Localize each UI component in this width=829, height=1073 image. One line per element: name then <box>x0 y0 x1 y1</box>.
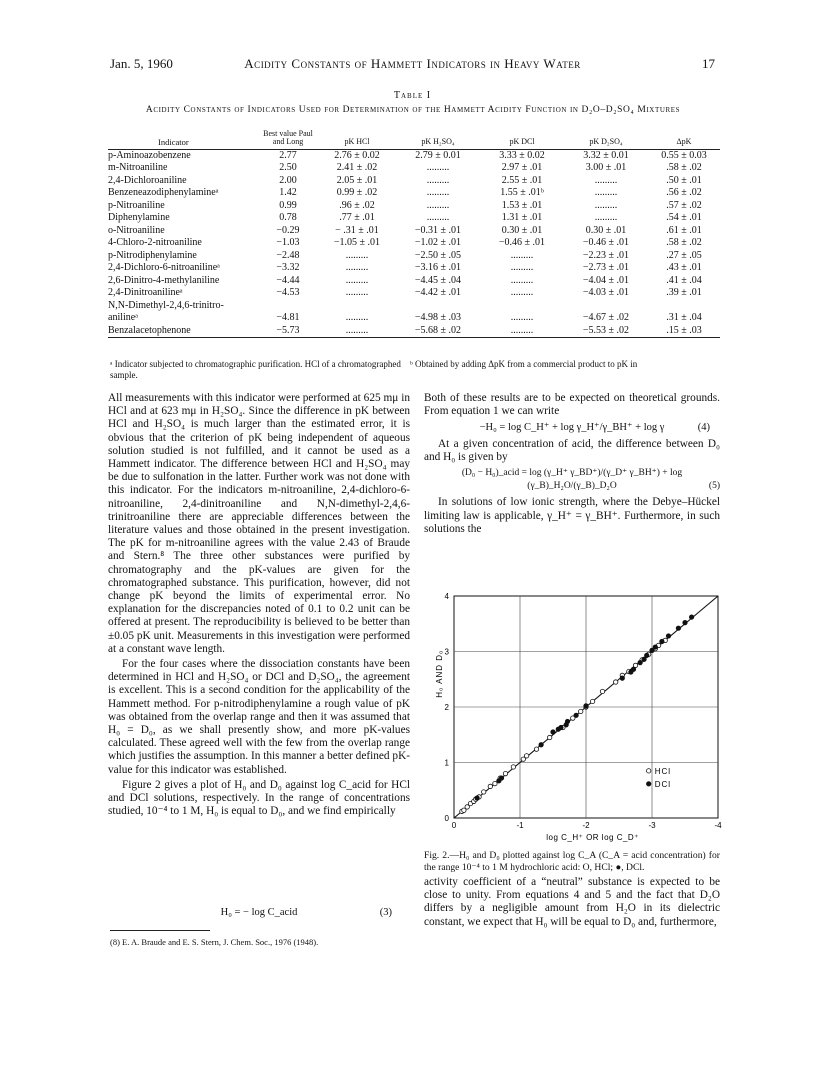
dcl-point <box>683 620 687 624</box>
column-header: Best value Paul and Long <box>258 130 318 150</box>
table-row <box>108 200 720 213</box>
table-label: Table I <box>393 90 432 101</box>
table-row <box>108 212 720 225</box>
table-cell: .15 ± .03 <box>648 325 720 338</box>
table-cell <box>648 300 720 313</box>
table-row <box>108 150 720 163</box>
y-tick-label: 1 <box>444 758 449 768</box>
hcl-point <box>614 680 618 684</box>
table-cell: −4.45 ± .04 <box>414 274 462 286</box>
column-header: pK D₂SO₄ <box>564 130 648 150</box>
dcl-point <box>551 730 555 734</box>
indicator-name: 2,4-Dichloroaniline <box>108 174 187 186</box>
table-cell: 3.00 ± .01 <box>585 162 627 174</box>
table-row <box>108 237 720 250</box>
dcl-point <box>660 639 664 643</box>
table-cell: .50 ± .01 <box>666 174 702 186</box>
hcl-point <box>600 689 604 693</box>
table-cell <box>318 300 396 313</box>
paragraph: Both of these results are to be expected on theoretical grounds. From equation 1 we can write <box>424 392 720 418</box>
indicator-name: 2,4-Dinitroanilineᵃ <box>108 287 183 299</box>
right-column-top <box>424 392 720 538</box>
running-title: Acidity Constants of Hammett Indicators in Heavy Water <box>244 56 581 71</box>
table-cell: .41 ± .04 <box>666 274 702 286</box>
table-cell: ......... <box>426 212 450 224</box>
y-tick-label: 3 <box>444 647 449 657</box>
table-cell: −2.48 <box>276 249 300 261</box>
equation-3 <box>108 907 410 918</box>
table-cell: 0.99 ± .02 <box>336 187 378 199</box>
table-cell: .56 ± .02 <box>666 187 702 199</box>
right-column-bottom <box>424 876 720 931</box>
table-row <box>108 287 720 300</box>
table-cell: ......... <box>426 162 450 174</box>
table-cell: ......... <box>594 212 618 224</box>
column-header: pK H₂SO₄ <box>396 130 480 150</box>
indicator-name: p-Aminoazobenzene <box>108 150 191 161</box>
table-row <box>108 162 720 175</box>
table-cell: −1.03 <box>276 237 300 249</box>
table-cell: −0.29 <box>276 224 300 236</box>
paragraph: All measurements with this indicator were performed at 625 mμ in HCl and at 623 mμ in H₂SO₄. Since the difference in pK between HCl and H₂SO₄ is much larger than the estimated error, it is obvious that the criterion of pK being independent of aqueous solution studied is not fulfilled, and it cannot be used as a Hammett indicator. The difference between HCl and H₂SO₄ may be due to sulfonation in the latter. Further work was not done with this indicator. For the indicators m-nitroaniline, 2,4-dichloro-6-nitroaniline, 2,4-dinitroaniline and N,N-dimethyl-2,4,6-trinitroaniline there are appreciable differences between the literature values and those obtained in the present investigation. The pK for m-nitroaniline agrees with the value 2.43 of Braude and Stern.⁸ The three other substances were purified by chromatography and the pK-values are given for the chromatographed substance. This purification, however, did not change pK beyond the limits of experimental error. No explanation for the discrepancies noted of 0.1 to 0.2 unit can be offered at present. The reproducibility is believed to be better than ±0.05 pK unit. Measurements in this investigation were performed at a constant wave length. <box>108 392 410 655</box>
table-cell: ......... <box>480 325 564 338</box>
table-caption: Acidity Constants of Indicators Used for Determination of the Hammett Acidity Function in D₂O–D₂SO₄ Mixtures <box>145 105 681 115</box>
table-cell <box>396 300 480 313</box>
figure-2 <box>432 588 728 842</box>
dcl-point <box>666 634 670 638</box>
table-cell: 2.55 ± .01 <box>501 174 543 186</box>
indicator-name: N,N-Dimethyl-2,4,6-trinitro- <box>108 299 224 311</box>
table-cell: −0.31 ± .01 <box>414 224 462 236</box>
table-cell: −4.03 ± .01 <box>582 287 630 299</box>
table-cell: 2.50 <box>279 162 297 174</box>
hcl-point <box>548 735 552 739</box>
table-cell: 2.41 ± .02 <box>336 162 378 174</box>
table-cell: 0.78 <box>279 212 297 224</box>
journal-date: Jan. 5, 1960 <box>110 56 173 71</box>
table-cell: ......... <box>426 174 450 186</box>
table-cell: 2.00 <box>279 174 297 186</box>
paragraph: Figure 2 gives a plot of H₀ and D₀ against log C_acid for HCl and DCl solutions, respectively. In the range of concentrations studied, 10⁻⁴ to 1 M, H₀ is equal to D₀, and we find empirically <box>108 778 410 818</box>
x-tick-label: -3 <box>648 821 656 830</box>
table-cell: −4.44 <box>276 274 300 286</box>
table-cell <box>258 300 318 313</box>
table-cell: 0.30 ± .01 <box>501 224 543 236</box>
table-cell: −3.16 ± .01 <box>414 262 462 274</box>
hcl-point <box>534 747 538 751</box>
table-cell: ......... <box>510 287 534 299</box>
indicator-name: p-Nitrodiphenylamine <box>108 249 197 261</box>
table-cell: 3.32 ± 0.01 <box>583 150 629 161</box>
table-cell: −4.04 ± .01 <box>582 274 630 286</box>
table-cell: ......... <box>345 274 369 286</box>
table-cell: −4.67 ± .02 <box>582 312 630 324</box>
equation-5 <box>424 467 720 493</box>
table-cell: −1.02 ± .01 <box>414 237 462 249</box>
table-cell: ......... <box>318 325 396 338</box>
hcl-point <box>524 754 528 758</box>
hcl-point <box>579 709 583 713</box>
hcl-point <box>482 790 486 794</box>
dcl-point <box>475 796 479 800</box>
equation-number: (3) <box>379 907 392 918</box>
table-row <box>108 250 720 263</box>
footnote-b: ᵇ Obtained by adding ΔpK from a commercial product to pK in <box>410 359 638 369</box>
hcl-point <box>503 771 507 775</box>
table-cell: ......... <box>510 312 534 324</box>
acidity-constants-table <box>108 130 720 338</box>
legend-label: DCl <box>654 779 672 789</box>
table-cell: 1.31 ± .01 <box>501 212 543 224</box>
equation-text: −H₀ = log C_H⁺ + log γ_H⁺/γ_BH⁺ + log γ <box>479 422 665 434</box>
table-row <box>108 275 720 288</box>
x-tick-label: -4 <box>714 821 722 830</box>
table-header-row <box>108 130 720 150</box>
dcl-point <box>499 776 503 780</box>
dcl-point <box>676 626 680 630</box>
table-cell: 1.42 <box>279 187 297 199</box>
table-row <box>108 187 720 200</box>
table-cell: −2.23 ± .01 <box>582 249 630 261</box>
dcl-point <box>638 660 642 664</box>
table-cell: −2.73 ± .01 <box>582 262 630 274</box>
paragraph: For the four cases where the dissociation constants have been determined in HCl and H₂SO₄ or DCl and D₂SO₄, the agreement is excellent. This is a second condition for the applicability of the Hammett method. For p-nitrodiphenylamine a rough value of pK was obtained from the overlap range and then it was assumed that H₀ = D₀, as we shall presently show, and more pK-values calculated. These agreed well with the few from the overlap range which justifies the assumption. In this manner a better defined pK-value for this indicator was established. <box>108 658 410 776</box>
table-cell: 2.79 ± 0.01 <box>415 150 461 161</box>
equation-4 <box>424 421 720 434</box>
table-row <box>108 225 720 238</box>
x-tick-label: 0 <box>451 821 457 830</box>
table-cell: −3.32 <box>276 262 300 274</box>
table-cell: ......... <box>426 187 450 199</box>
table-cell: 2.97 ± .01 <box>501 162 543 174</box>
table-cell: −4.42 ± .01 <box>414 287 462 299</box>
table-cell: −5.68 ± .02 <box>396 325 480 338</box>
legend-marker <box>647 769 651 773</box>
dcl-point <box>645 653 649 657</box>
table-cell: −2.50 ± .05 <box>414 249 462 261</box>
page-number: 17 <box>702 56 715 71</box>
table-cell: ......... <box>594 199 618 211</box>
y-tick-label: 0 <box>444 814 449 823</box>
hcl-point <box>511 765 515 769</box>
paragraph: At a given concentration of acid, the difference between D₀ and H₀ is given by <box>424 437 720 463</box>
reference-divider <box>110 930 210 931</box>
table-cell: ......... <box>426 199 450 211</box>
table-cell: ......... <box>345 262 369 274</box>
table-cell: −5.53 ± .02 <box>564 325 648 338</box>
legend-label: HCl <box>654 766 672 776</box>
equation-text: (D₀ − H₀)_acid = log (γ_H⁺ γ_BD⁺)/(γ_D⁺ γ_BH⁺) + log (γ_B)_H₂O/(γ_B)_D₂O <box>461 468 683 492</box>
reference-8: (8) E. A. Braude and E. S. Stern, J. Chem. Soc., 1976 (1948). <box>110 937 319 947</box>
x-axis-label: log C_H⁺ OR log C_D⁺ <box>546 833 639 842</box>
table-cell: ......... <box>594 187 618 199</box>
table-cell: ......... <box>510 274 534 286</box>
indicator-name: Diphenylamine <box>108 212 170 224</box>
table-cell: .39 ± .01 <box>666 287 702 299</box>
table-cell: .58 ± .02 <box>666 237 702 249</box>
hcl-point <box>590 699 594 703</box>
table-cell <box>564 300 648 313</box>
indicator-name: Benzalacetophenone <box>108 325 258 338</box>
indicator-name: p-Nitroaniline <box>108 199 165 211</box>
y-tick-label: 4 <box>444 592 449 601</box>
paragraph: activity coefficient of a “neutral” substance is expected to be close to unity. From equations 4 and 5 and the fact that D₂O differs by a negligible amount from H₂O in its dielectric constant, we expect that H₀ will be equal to D₀ and, furthermore, <box>424 876 720 928</box>
indicator-name: Benzeneazodiphenylamineᵃ <box>108 187 219 199</box>
indicator-name: anilineᵃ <box>108 312 138 324</box>
hcl-point <box>493 781 497 785</box>
table-cell: 2.77 <box>279 150 297 161</box>
table-row <box>108 262 720 275</box>
table-cell: −4.81 <box>276 312 300 324</box>
x-tick-label: -1 <box>516 821 524 830</box>
dcl-point <box>631 667 635 671</box>
column-header: pK HCl <box>318 130 396 150</box>
table-cell: ......... <box>594 174 618 186</box>
footnote-a: ᵃ Indicator subjected to chromatographic purification. HCl of a chromatographed sample. <box>110 359 401 380</box>
equation-number: (5) <box>708 481 720 492</box>
table-cell: 1.55 ± .01ᵇ <box>500 187 544 199</box>
dcl-point <box>559 725 563 729</box>
table-cell: 0.99 <box>279 199 297 211</box>
hcl-point <box>488 784 492 788</box>
indicator-name: o-Nitroaniline <box>108 224 165 236</box>
table-cell: .27 ± .05 <box>666 249 702 261</box>
table-cell: 3.33 ± 0.02 <box>499 150 545 161</box>
indicator-name: 2,4-Dichloro-6-nitroanilineᵃ <box>108 262 220 274</box>
table-cell: .43 ± .01 <box>666 262 702 274</box>
table-cell: −1.05 ± .01 <box>333 237 381 249</box>
table-cell: −5.73 <box>258 325 318 338</box>
y-tick-label: 2 <box>444 703 449 712</box>
table-cell: 0.30 ± .01 <box>585 224 627 236</box>
paragraph: In solutions of low ionic strength, where the Debye–Hückel limiting law is applicable, γ_H⁺ = γ_BH⁺. Furthermore, in such solutions the <box>424 496 720 535</box>
indicator-name: m-Nitroaniline <box>108 162 168 174</box>
table-cell: ......... <box>345 312 369 324</box>
table-cell: ......... <box>345 249 369 261</box>
table-cell: −4.98 ± .03 <box>414 312 462 324</box>
table-cell: .57 ± .02 <box>666 199 702 211</box>
dcl-point <box>620 676 624 680</box>
table-cell: 1.53 ± .01 <box>501 199 543 211</box>
x-tick-label: -2 <box>582 821 590 830</box>
indicator-name: 2,6-Dinitro-4-methylaniline <box>108 274 220 286</box>
table-cell: ......... <box>510 249 534 261</box>
table-cell: .96 ± .02 <box>339 199 375 211</box>
dcl-point <box>565 719 569 723</box>
table-cell: 2.76 ± 0.02 <box>334 150 380 161</box>
dcl-point <box>584 704 588 708</box>
equation-text: H₀ = − log C_acid <box>220 907 298 918</box>
column-header: Indicator <box>108 130 258 150</box>
table-cell: .77 ± .01 <box>339 212 375 224</box>
table-cell: −0.46 ± .01 <box>498 237 546 249</box>
page-header <box>110 56 715 76</box>
column-header: pK DCl <box>480 130 564 150</box>
table-cell: −4.53 <box>276 287 300 299</box>
table-cell: 2.05 ± .01 <box>336 174 378 186</box>
table-cell: ......... <box>345 287 369 299</box>
table-cell: .58 ± .02 <box>666 162 702 174</box>
dcl-point <box>574 713 578 717</box>
table-cell <box>480 300 564 313</box>
scatter-plot <box>432 588 728 842</box>
dcl-point <box>539 743 543 747</box>
dcl-point <box>653 645 657 649</box>
equation-number: (4) <box>697 422 710 434</box>
table-cell: − .31 ± .01 <box>335 224 379 236</box>
table-row <box>108 325 720 338</box>
y-axis-label: H₀ AND D₀ <box>435 649 444 698</box>
figure-caption: Fig. 2.—H₀ and D₀ plotted against log C_A (C_A = acid concentration) for the range 10⁻⁴ to 1 M hydrochloric acid: O, HCl; ●, DCl. <box>424 850 720 873</box>
table-cell: 0.55 ± 0.03 <box>661 150 707 161</box>
table-row <box>108 175 720 188</box>
column-header: ΔpK <box>648 130 720 150</box>
legend <box>647 767 672 789</box>
table-cell: ......... <box>510 262 534 274</box>
table-row <box>108 300 720 313</box>
table-cell: −0.46 ± .01 <box>582 237 630 249</box>
left-column <box>108 392 410 821</box>
dcl-point <box>689 615 693 619</box>
table-cell: .54 ± .01 <box>666 212 702 224</box>
table-cell: .31 ± .04 <box>666 312 702 324</box>
table-row <box>108 312 720 325</box>
table-cell: .61 ± .01 <box>666 224 702 236</box>
legend-marker <box>647 782 651 786</box>
indicator-name: 4-Chloro-2-nitroaniline <box>108 237 202 249</box>
